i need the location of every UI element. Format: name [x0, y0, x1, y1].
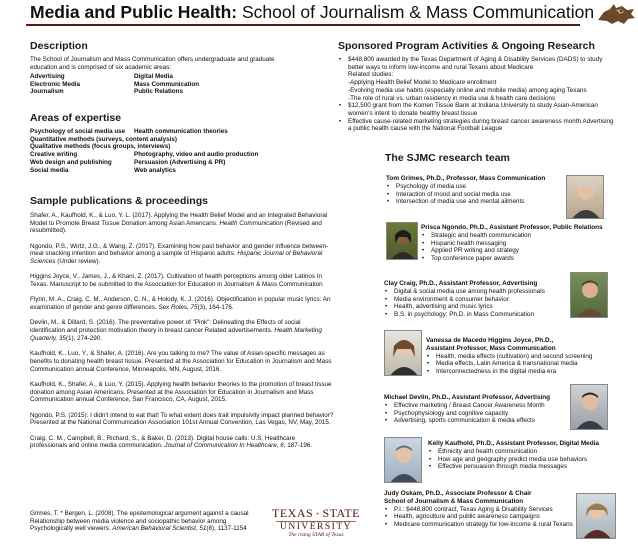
- member-name: Tom Grimes, Ph.D., Professor, Mass Communication: [386, 175, 546, 182]
- publication-item: Ngondo, P.S., Wirtz, J.G., & Wang, Z. (2017). Examining how past behavior and gender influence between-meal snacking intention and behavior among a sample of Hispanic adults. Hispanic Journal of Behavioral Sciences (Under review).: [30, 242, 329, 266]
- team-member: Prisca Ngondo, Ph.D., Assistant Professor, Public Relations • Strategic and health communication • Hispanic health messaging • Applied PR writing and strategy • Top conference paper awards: [421, 224, 621, 263]
- publication-item: Kaufhold, K., Shafer, A., & Luo, Y. (2015). Applying health behavior theories to the promotion of breast tissue donation among Asian Americans. Presented at the Association for Education in Journalism and Mass Communication annual Conference, San Francisco, CA, August, 2015.: [30, 380, 332, 404]
- sponsored-item: • Effective cause-related marketing strategies during breast cancer awareness month Advertising a public health cause with the National Football League: [338, 118, 614, 133]
- person-icon: [571, 273, 608, 318]
- sponsored-heading: Sponsored Program Activities & Ongoing Research: [338, 40, 595, 52]
- expertise-item: Creative writing: [30, 151, 78, 159]
- member-name: Kelly Kaufhold, Ph.D., Assistant Professor, Digital Media: [428, 440, 599, 447]
- publication-item-last: Grimes, T. * Bergen, L. (2008). The epistemological argument against a causal Relationship between media violence and sociopathic behavior among Psychologically well viewers. American Behavioral Scientist, 51(8), 1137-1154: [30, 510, 249, 533]
- title-divider: [26, 24, 580, 26]
- team-member: Tom Grimes, Ph.D., Professor, Mass Communication • Psychology of media use • Interaction of mood and social media use • Intersection of media use and mental ailments: [386, 175, 566, 206]
- person-icon: [385, 331, 422, 376]
- texas-state-logo: TEXAS STATE UNIVERSITY The rising STAR of Texas: [272, 506, 360, 538]
- team-member: Michael Devlin, Ph.D., Assistant Professor, Advertising • Effective marketing / Breast Cancer Awareness Month • Psychophysiology and cognitive capacity • Advertising, sports communication & media effects: [384, 394, 574, 425]
- area-item: Public Relations: [134, 88, 183, 96]
- area-item: Mass Communication: [134, 80, 200, 88]
- publication-item: Flynn, M. A., Craig, C. M., Anderson, C. N., & Holody, K. J. (2016). Objectification in popular music lyrics: An examination of gender and genre differences. Sex Roles, 75(3), 164-176.: [30, 296, 331, 312]
- team-member: Clay Craig, Ph.D., Assistant Professor, Advertising • Digital & social media use among health professionals • Media environment & consumer behavior • Health, advertising and music lyrics • B.S. in psychology; Ph.D. in Mass Communication: [384, 280, 569, 319]
- sponsored-item: • $12,500 grant from the Komen Tissue Bank at Indiana University to study Asian-American women's intent to donate healthy breast tissue: [338, 102, 614, 117]
- person-icon: [567, 176, 604, 219]
- area-item: Digital Media: [134, 73, 173, 80]
- publication-item: Devlin, M., & Dillard, S. (2016). The preventative power of "Pink": Delineating the Effects of social identification and protection motivation theory in breast cancer Related advertisements. Health Marketing Quarterly, 35(1), 274-290.: [30, 319, 322, 342]
- publication-item: Shafer, A., Kaufhold, K., & Luo, Y. L. (2017). Applying the Health Belief Model and an Integrated Behavioral Model to Promote Breast Tissue Donation among Asian Americans. Health Communication (Revised and resubmitted).: [30, 212, 328, 235]
- expertise-heading: Areas of expertise: [30, 112, 122, 124]
- member-photo: [566, 175, 604, 219]
- area-item: Electronic Media: [30, 80, 81, 88]
- member-title: Assistant Professor, Mass Communication: [426, 344, 556, 352]
- team-member: Kelly Kaufhold, Ph.D., Assistant Professor, Digital Media • Ethnicity and health communication • How age and geography predict media use behaviors • Effective persuasion through media messages: [428, 440, 628, 471]
- expertise-item: Photography, video and audio production: [134, 151, 259, 159]
- member-photo: [570, 272, 608, 318]
- star-icon: [316, 509, 319, 518]
- team-member: Judy Oskam, Ph.D., Associate Professor & Chair School of Journalism & Mass Communication • P.I.: $448,800 contract, Texas Aging & Disability Services • Health, agriculture and public awareness campaigns • Medicare communication strategy for low-income & rural Texans: [384, 490, 576, 529]
- member-name: Clay Craig, Ph.D., Assistant Professor, Advertising: [384, 280, 538, 287]
- sponsored-list: [338, 56, 614, 133]
- person-icon: [387, 223, 418, 260]
- expertise-item: Psychology of social media use: [30, 128, 126, 135]
- team-member: Vanessa de Macedo Higgins Joyce, Ph.D., Assistant Professor, Mass Communication • Health, media effects (cultivation) and second screening • Media effects, Latin America & transnational media • Interconnectedness in the digital media era: [426, 337, 626, 376]
- expertise-item: Quantitative methods (surveys, content analysis): [30, 135, 177, 143]
- publication-item: Ngondo, P.S. (2015). I didn't intend to eat that! To what extent does trait impulsivity impact planned behavior? Presented at the National Communication Association 101st Annual Convention, Las Vegas, NV, May, 2015.: [30, 411, 334, 427]
- expertise-list: [30, 128, 274, 174]
- person-icon: [385, 438, 422, 483]
- member-photo: [570, 384, 608, 430]
- expertise-item: Health communication theories: [134, 128, 228, 135]
- expertise-item: Web design and publishing: [30, 158, 112, 166]
- team-heading: The SJMC research team: [385, 152, 510, 164]
- member-photo: [576, 493, 616, 539]
- member-title: School of Journalism & Mass Communication: [384, 497, 524, 505]
- person-icon: [571, 385, 608, 430]
- title-bar: [0, 0, 638, 26]
- academic-areas: [30, 73, 254, 96]
- person-icon: [577, 494, 616, 539]
- bobcat-logo-icon: [594, 0, 638, 28]
- area-item: Journalism: [30, 88, 64, 96]
- member-name: Judy Oskam, Ph.D., Associate Professor & Chair: [384, 490, 532, 497]
- expertise-item: Web analytics: [134, 166, 176, 174]
- member-photo: [386, 222, 418, 260]
- publications-heading: Sample publications & proceedings: [30, 195, 208, 207]
- expertise-item: Persuasion (Advertising & PR): [134, 158, 226, 166]
- page-title: Media and Public Health: School of Journalism & Mass Communication: [30, 2, 595, 22]
- member-name: Vanessa de Macedo Higgins Joyce, Ph.D.,: [426, 337, 554, 344]
- member-name: Prisca Ngondo, Ph.D., Assistant Professor, Public Relations: [421, 224, 603, 231]
- expertise-item: Social media: [30, 166, 69, 174]
- publication-item: Kaufhold, K., Luo, Y., & Shafer, A. (2016). Are you talking to me? The value of Asian-specific messages as benefits to donating health breast tissue. Presented at the Association for Education in Journalism and Mass Communication annual Conference, Minneapolis, MN, August, 2016.: [30, 350, 332, 373]
- area-item: Advertising: [30, 73, 65, 80]
- description-heading: Description: [30, 40, 88, 52]
- member-name: Michael Devlin, Ph.D., Assistant Professor, Advertising: [384, 394, 551, 401]
- member-photo: [384, 330, 422, 376]
- publication-item: Higgins Joyce, V., James, J., & Khani, Z. (2017). Cultivation of health perceptions among older Latinos In Texas. Manuscript to be submitted to the Association for Education in Journalism & Mass Communication: [30, 273, 323, 289]
- sponsored-item: • $448,800 awarded by the Texas Department of Aging & Disability Services (DADS) to study better ways to inform low-income and rural Texans about Medicare Related studies: -Applying Health Belief Model to Medicare enrollment -Evolving media use habits (especially online and mobile media) among aging Texans -The role of rural vs. urban residency in media use & health care decisions: [338, 56, 614, 102]
- publications-list: [30, 212, 334, 458]
- member-photo: [384, 437, 422, 483]
- expertise-item: Qualitative methods (focus groups, interviews): [30, 143, 171, 151]
- publication-item: Craig. C. M., Campbell, B., Richard, S., & Baker, D. (2013). Digital house calls: U.S. Healthcare professionals and online media communication. Journal of Communication In Healthcare, 6, 187-196.: [30, 434, 313, 450]
- description-text: The School of Journalism and Mass Communication offers undergraduate and graduate education and is comprised of six academic areas:: [30, 56, 275, 71]
